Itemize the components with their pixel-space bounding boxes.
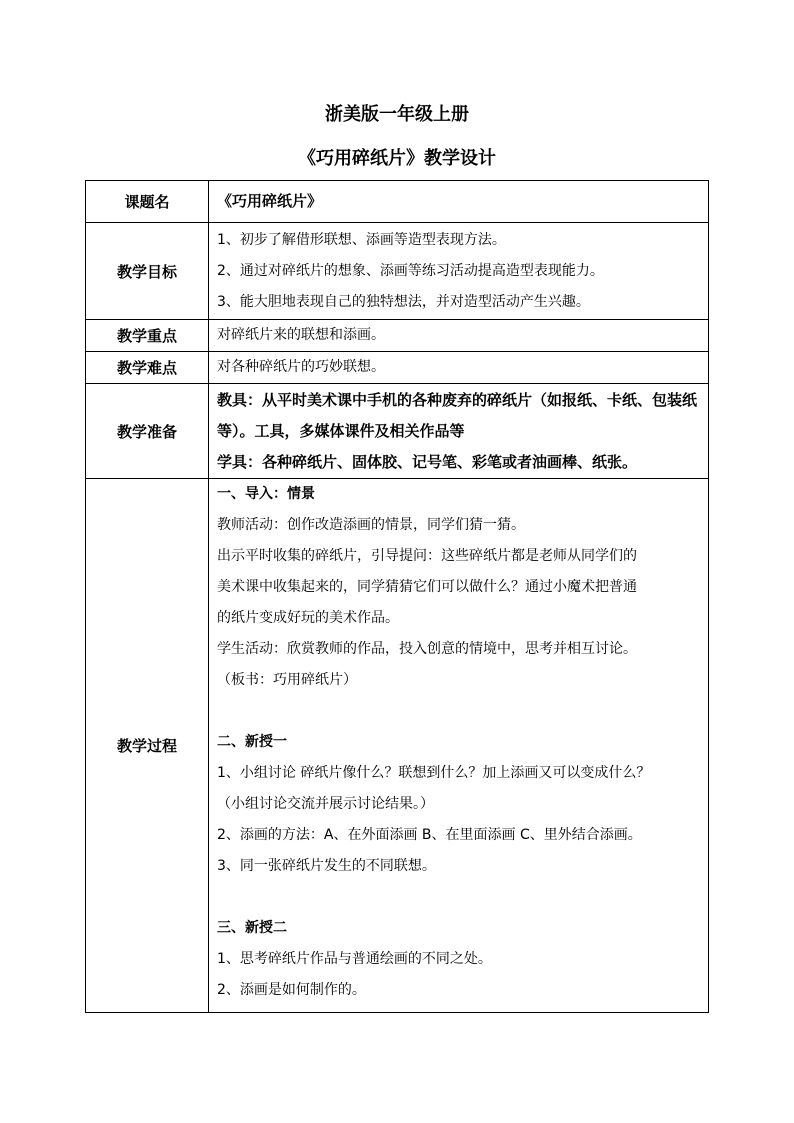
section-spacer — [217, 882, 700, 913]
process-cell — [209, 479, 709, 1013]
section1-line: 教师活动：创作改造添画的情景，同学们猜一猜。 — [217, 517, 525, 533]
section2-line: 2、添画的方法：A、在外面添画 B、在里面添画 C、里外结合添画。 — [217, 827, 642, 843]
difficulty-cell — [209, 352, 709, 384]
section2-line: 3、同一张碎纸片发生的不同联想。 — [217, 858, 436, 874]
row-goals — [86, 223, 709, 320]
row-preparation — [86, 384, 709, 479]
row-difficulty — [86, 352, 709, 384]
row-key-point — [86, 320, 709, 352]
section3-line: 1、思考碎纸片作品与普通绘画的不同之处。 — [217, 951, 492, 967]
key-point-cell — [209, 320, 709, 352]
section3-heading: 三、新授二 — [217, 920, 287, 936]
goal-item: 1、初步了解借形联想、添画等造型表现方法。 — [217, 231, 506, 248]
student-materials: 学具：各种碎纸片、固体胶、记号笔、彩笔或者油画棒、纸张。 — [217, 452, 638, 471]
section1-line: 出示平时收集的碎纸片，引导提问：这些碎纸片都是老师从同学们的 — [217, 548, 637, 564]
lesson-plan-table — [85, 180, 709, 1013]
preparation-cell — [209, 384, 709, 479]
goal-item: 3、能大胆地表现自己的独特想法，并对造型活动产生兴趣。 — [217, 293, 590, 310]
goals-cell — [209, 223, 709, 320]
section3-line: 2、添画是如何制作的。 — [217, 982, 366, 998]
topic-value: 《巧用碎纸片》 — [217, 192, 323, 210]
document-subtitle: 《巧用碎纸片》教学设计 — [298, 148, 496, 169]
process-label: 教学过程 — [86, 479, 209, 1013]
document-title: 浙美版一年级上册 — [325, 104, 469, 125]
teacher-materials: 教具：从平时美术课中手机的各种废弃的碎纸片（如报纸、卡纸、包装纸等）。工具，多媒体课件及相关作品等 — [217, 390, 698, 440]
row-topic — [86, 181, 709, 223]
section1-line: 美术课中收集起来的，同学猜猜它们可以做什么？通过小魔术把普通 — [217, 579, 637, 595]
section1-line: （板书：巧用碎纸片） — [217, 672, 357, 688]
difficulty-value: 对各种碎纸片的巧妙联想。 — [217, 359, 385, 375]
section1-line: 学生活动：欣赏教师的作品，投入创意的情境中，思考并相互讨论。 — [217, 641, 637, 657]
section1-heading: 一、导入：情景 — [217, 486, 315, 502]
row-process — [86, 479, 709, 1013]
key-point-label: 教学重点 — [86, 320, 209, 352]
topic-cell — [209, 181, 709, 223]
section2-heading: 二、新授一 — [217, 734, 287, 750]
section-spacer — [217, 696, 700, 727]
preparation-label: 教学准备 — [86, 384, 209, 479]
section2-line: （小组讨论交流并展示讨论结果。） — [217, 796, 434, 812]
section1-line: 的纸片变成好玩的美术作品。 — [217, 610, 399, 626]
difficulty-label: 教学难点 — [86, 352, 209, 384]
goal-item: 2、通过对碎纸片的想象、添画等练习活动提高造型表现能力。 — [217, 262, 604, 279]
key-point-value: 对碎纸片来的联想和添画。 — [217, 327, 385, 343]
topic-label: 课题名 — [86, 181, 209, 223]
goals-label: 教学目标 — [86, 223, 209, 320]
section2-line: 1、小组讨论 碎纸片像什么？联想到什么？加上添画又可以变成什么？ — [217, 765, 651, 781]
